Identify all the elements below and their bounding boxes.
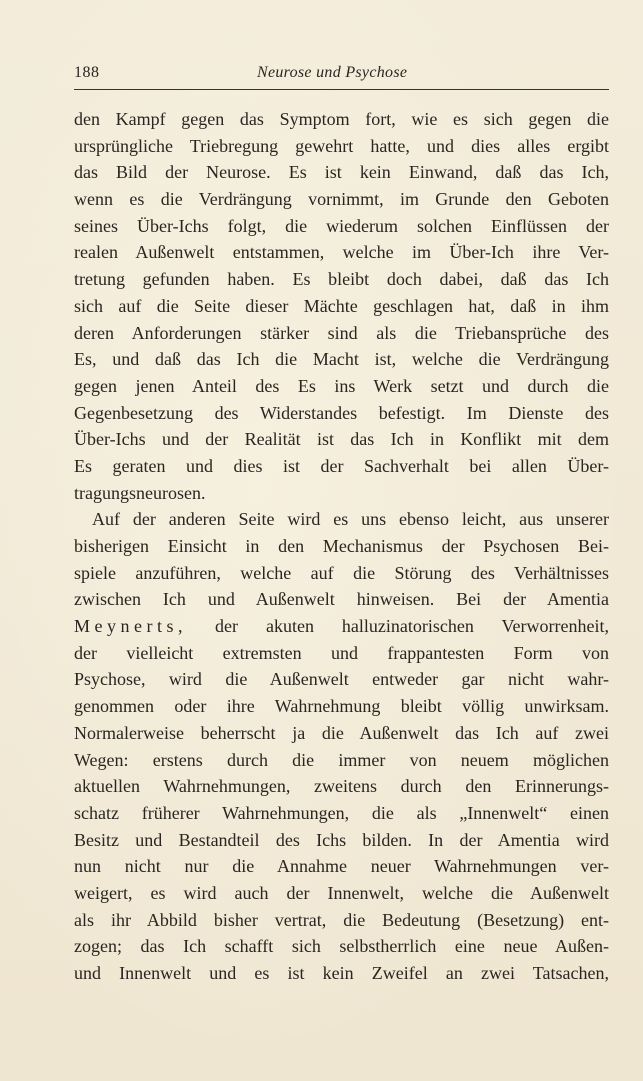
text-line: tragungsneurosen.: [74, 482, 206, 503]
text-line: seines Über-Ichs folgt, die wiederum solchen Einflüssen der: [74, 215, 609, 236]
text-line: ursprüngliche Triebregung gewehrt hatte, und dies alles ergibt: [74, 135, 609, 156]
text-line: Gegenbesetzung des Widerstandes befestigt. Im Dienste des: [74, 402, 609, 423]
text-line: Psychose, wird die Außenwelt entweder gar nicht wahr-: [74, 669, 609, 690]
paragraph: [74, 106, 609, 506]
page-number: 188: [74, 64, 100, 81]
spaced-name: Meynerts,: [74, 616, 187, 637]
text-line: der vielleicht extremsten und frappantesten Form von: [74, 642, 609, 663]
text-line: zwischen Ich und Außenwelt hinweisen. Bei der Amentia: [74, 589, 609, 610]
text-line: das Bild der Neurose. Es ist kein Einwand, daß das Ich,: [74, 162, 609, 183]
text-line: [74, 613, 609, 640]
text-line: tretung gefunden haben. Es bleibt doch dabei, daß das Ich: [74, 269, 609, 290]
header-rule: [74, 89, 609, 90]
text-line: realen Außenwelt entstammen, welche im Über-Ich ihre Ver-: [74, 242, 609, 263]
text-line: zogen; das Ich schafft sich selbstherrlich eine neue Außen-: [74, 936, 609, 957]
text-line: Besitz und Bestandteil des Ichs bilden. In der Amentia wird: [74, 829, 609, 850]
text-line: den Kampf gegen das Symptom fort, wie es sich gegen die: [74, 109, 609, 129]
text-line: wenn es die Verdrängung vornimmt, im Grunde den Geboten: [74, 189, 609, 210]
text-line: aktuellen Wahrnehmungen, zweitens durch den Erinnerungs-: [74, 776, 609, 797]
text-line: bisherigen Einsicht in den Mechanismus der Psychosen Bei-: [74, 536, 609, 556]
text-line: als ihr Abbild bisher vertrat, die Bedeutung (Besetzung) ent-: [74, 909, 609, 930]
text-line: gegen jenen Anteil des Es ins Werk setzt und durch die: [74, 375, 609, 396]
body-text: [74, 106, 609, 987]
text-line: sich auf die Seite dieser Mächte geschlagen hat, daß in ihm: [74, 295, 609, 316]
text-line: schatz früherer Wahrnehmungen, die als „Innenwelt“ einen: [74, 802, 609, 823]
text-line: Wegen: erstens durch die immer von neuem möglichen: [74, 749, 609, 770]
text-line: spiele anzuführen, welche auf die Störung des Verhältnisses: [74, 562, 609, 583]
paragraph: [74, 506, 609, 986]
text-line: Über-Ichs und der Realität ist das Ich in Konflikt mit dem: [74, 429, 609, 450]
text-line: deren Anforderungen stärker sind als die Triebansprüche des: [74, 322, 609, 343]
text-line: Es, und daß das Ich die Macht ist, welche die Verdrängung: [74, 349, 609, 370]
running-title: Neurose und Psychose: [257, 64, 408, 81]
text-line: Auf der anderen Seite wird es uns ebenso leicht, aus unserer: [92, 509, 609, 530]
page-header: [74, 64, 609, 84]
text-line: genommen oder ihre Wahrnehmung bleibt völlig unwirksam.: [74, 696, 609, 717]
text-line: und Innenwelt und es ist kein Zweifel an zwei Tatsachen,: [74, 963, 609, 983]
text-line: Normalerweise beherrscht ja die Außenwelt das Ich auf zwei: [74, 722, 609, 743]
text-line-rest: der akuten halluzinatorischen Verworrenheit,: [214, 616, 609, 637]
text-line: Es geraten und dies ist der Sachverhalt bei allen Über-: [74, 455, 609, 476]
text-line: weigert, es wird auch der Innenwelt, welche die Außenwelt: [74, 882, 609, 903]
text-line: nun nicht nur die Annahme neuer Wahrnehmungen ver-: [74, 856, 609, 877]
